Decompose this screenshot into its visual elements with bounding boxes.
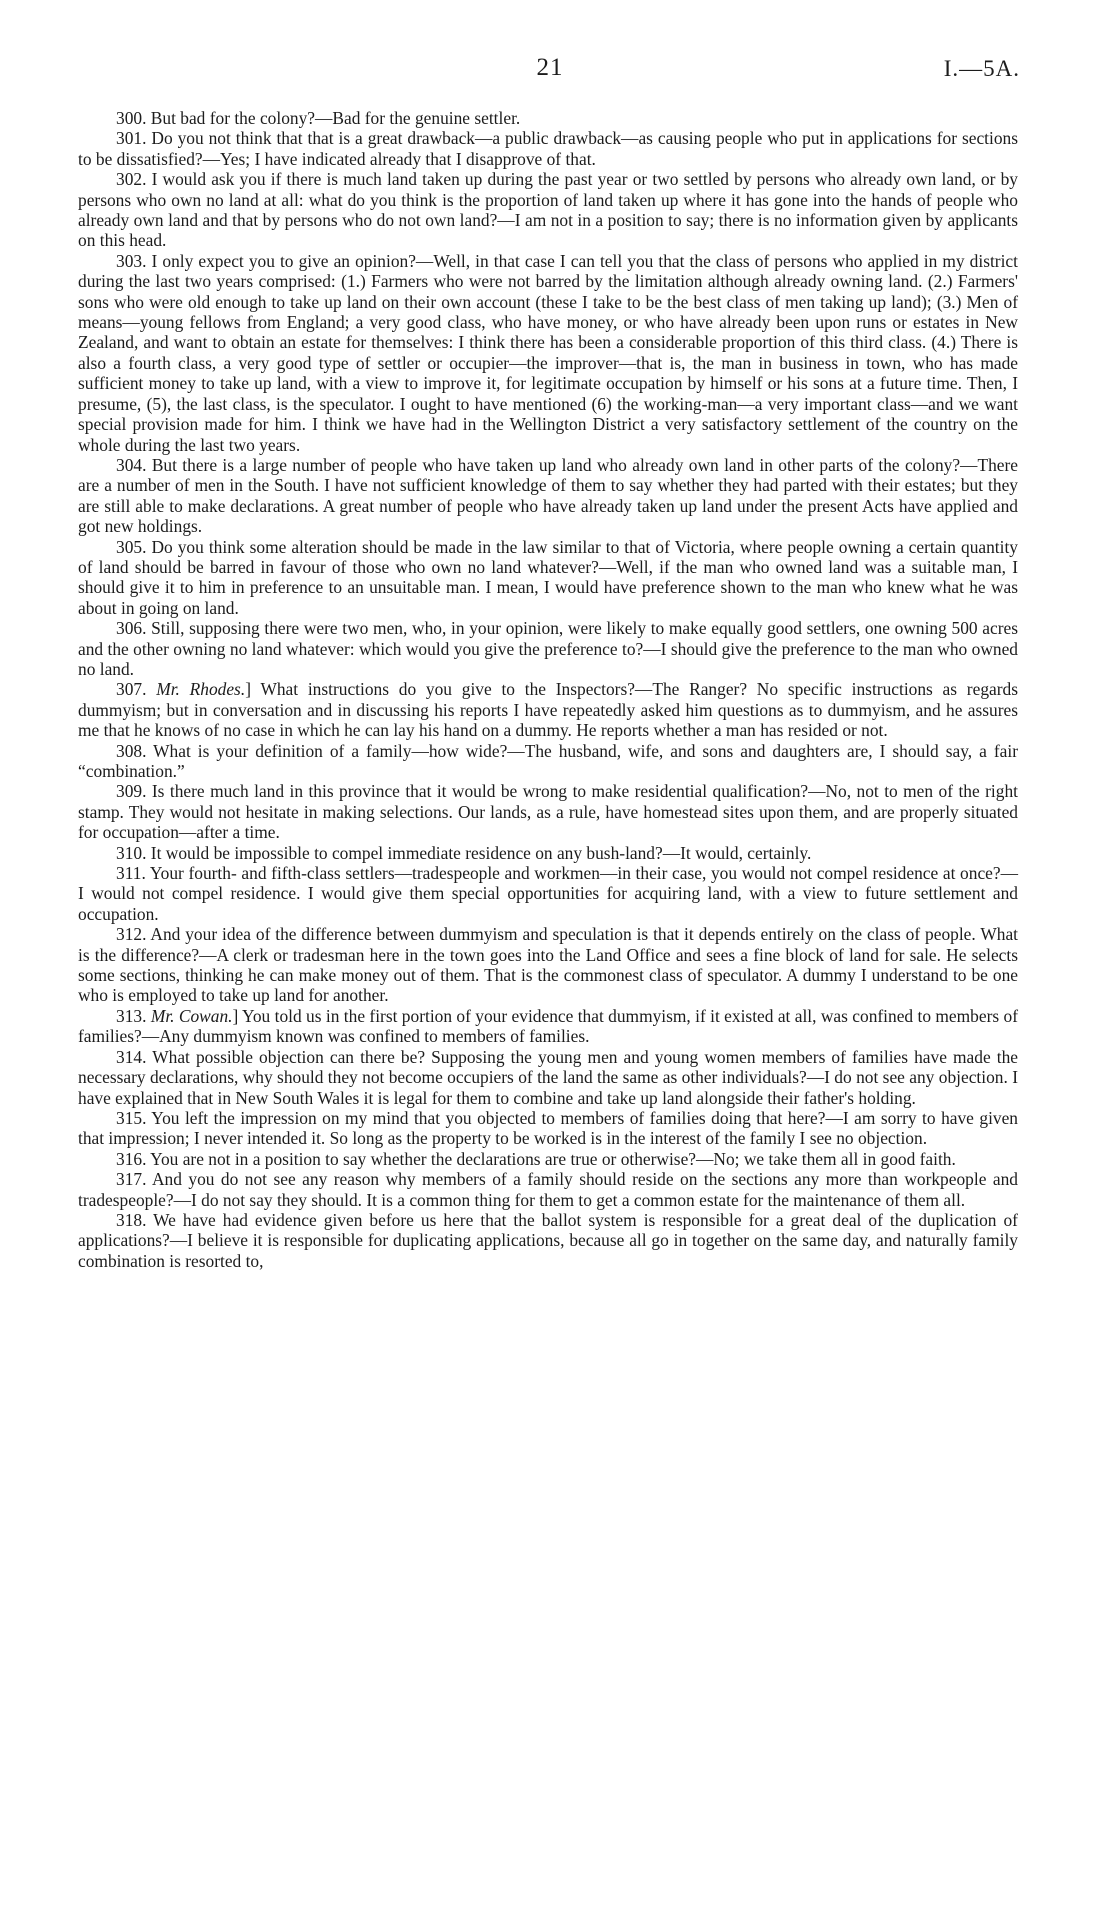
- evidence-transcript: [78, 108, 1018, 1271]
- question-text: You left the impression on my mind that you objected to members of families doing that here?—I am sorry to have given that impression; I never intended it. So long as the property to be worked is in the interest of the family I see no objection.: [78, 1107, 1019, 1149]
- question-text: You told us in the first portion of your evidence that dummyism, if it existed at all, was confined to members of families?—Any dummyism known was confined to members of families.: [78, 1005, 1019, 1047]
- question-paragraph: [78, 1149, 1018, 1169]
- question-paragraph: [78, 679, 1018, 740]
- question-paragraph: [78, 1169, 1018, 1210]
- question-text: We have had evidence given before us here that the ballot system is responsible for a great deal of the duplication of applications?—I believe it is responsible for duplicating applications, because all go in together on the same day, and naturally family combination is resorted to,: [78, 1209, 1018, 1271]
- question-number: 312.: [116, 924, 147, 945]
- question-number: 303.: [116, 250, 147, 271]
- question-paragraph: [78, 1047, 1018, 1108]
- question-text: Do you not think that that is a great drawback—a public drawback—as causing people who put in applications for sections to be dissatisfied?—Yes; I have indicated already that I disapprove of that.: [78, 128, 1018, 169]
- question-number: 310.: [116, 842, 147, 863]
- question-number: 311.: [116, 863, 146, 884]
- question-text: Is there much land in this province that it would be wrong to make residential qualification?—No, not to men of the right stamp. They would not hesitate in making selections. Our lands, as a rule, have homestead sites upon them, and are properly situated for occupation—after a time.: [78, 781, 1018, 843]
- question-paragraph: [78, 781, 1018, 842]
- question-text: What instructions do you give to the Inspectors?—The Ranger? No specific instructions as regards dummyism; but in conversation and in discussing his reports I have repeatedly asked him questions as to dummyism, and he assures me that he knows of no case in which he can lay his hand on a dummy. He reports whether a man has resided or not.: [78, 679, 1018, 741]
- question-number: 306.: [116, 618, 147, 639]
- question-number: 315.: [116, 1107, 147, 1128]
- question-number: 317.: [116, 1169, 147, 1190]
- question-number: 309.: [116, 781, 147, 802]
- question-number: 302.: [116, 169, 147, 190]
- speaker-bracket: ]: [232, 1005, 239, 1026]
- question-paragraph: [78, 1210, 1018, 1271]
- document-reference: I.—5A.: [943, 56, 1020, 81]
- question-paragraph: [78, 1006, 1018, 1047]
- question-number: 301.: [116, 128, 147, 149]
- question-text: What possible objection can there be? Supposing the young men and young women members of families have made the necessary declarations, why should they not become occupiers of the land the same as other individuals?—I do not see any objection. I have explained that in New South Wales it is legal for them to combine and take up land alongside their father's holding.: [78, 1046, 1018, 1108]
- question-paragraph: [78, 741, 1018, 782]
- question-text: Do you think some alteration should be made in the law similar to that of Victoria, where people owning a certain quantity of land should be barred in favour of those who own no land whatever?—Well, if the man who owned land was a suitable man, I should give it to him in preference to an unsuitable man. I mean, I would have preference shown to the man who knew what he was about in going on land.: [78, 536, 1018, 618]
- question-paragraph: [78, 618, 1018, 679]
- question-number: 318.: [116, 1209, 147, 1230]
- question-text: And your idea of the difference between dummyism and speculation is that it depends entirely on the class of people. What is the difference?—A clerk or tradesman here in the town goes into the Land Office and sees a fine block of land for sale. He selects some sections, thinking he can make money out of them. That is the commonest class of speculator. A dummy I understand to be one who is employed to take up land for another.: [78, 924, 1018, 1006]
- question-paragraph: [78, 537, 1018, 619]
- question-paragraph: [78, 863, 1018, 924]
- speaker-bracket: ]: [245, 679, 251, 700]
- page-number: 21: [536, 54, 564, 81]
- question-text: I only expect you to give an opinion?—Well, in that case I can tell you that the class of persons who applied in my district during the last two years comprised: (1.) Farmers who were not barred by the limitation although already owning land. (2.) Farmers' sons who were old enough to take up land on their own account (these I take to be the best class of men taking up land); (3.) Men of means—young fellows from England; a very good class, who have money, or who have already been upon runs or estates in New Zealand, and want to obtain an estate for themselves: I think there has been a considerable proportion of this third class. (4.) There is also a fourth class, a very good type of settler or occupier—the improver—that is, the man in business in town, who has made sufficient money to take up land, with a view to improve it, for legitimate occupation by himself or his sons at a future time. Then, I presume, (5), the last class, is the speculator. I ought to have mentioned (6) the working-man—a very important class—and we want special provision made for him. I think we have had in the Wellington District a very satisfactory settlement of the country on the whole during the last two years.: [78, 250, 1018, 455]
- question-paragraph: [78, 108, 1018, 128]
- question-text: But there is a large number of people who have taken up land who already own land in other parts of the colony?—There are a number of men in the South. I have not sufficient knowledge of them to say whether they had parted with their estates; but they are still able to make declarations. A great number of people who have already taken up land under the present Acts have applied and got new holdings.: [78, 454, 1018, 537]
- speaker-name: Mr. Rhodes.: [156, 679, 246, 700]
- question-number: 314.: [116, 1046, 147, 1067]
- question-text: And you do not see any reason why members of a family should reside on the sections any more than workpeople and tradespeople?—I do not say they should. It is a common thing for them to get a common estate for the maintenance of them all.: [78, 1169, 1018, 1210]
- question-text: What is your definition of a family—how wide?—The husband, wife, and sons and daughters are, I should say, a fair “combination.”: [78, 740, 1018, 781]
- question-paragraph: [78, 843, 1018, 863]
- question-number: 307.: [116, 679, 147, 700]
- question-text: Still, supposing there were two men, who, in your opinion, were likely to make equally good settlers, one owning 500 acres and the other owning no land whatever: which would you give the preference to?—I should give the preference to the man who owned no land.: [78, 618, 1018, 679]
- question-text: Your fourth- and fifth-class settlers—tradespeople and workmen—in their case, you would not compel residence at once?—I would not compel residence. I would give them special opportunities for acquiring land, with a view to future settlement and occupation.: [78, 863, 1018, 924]
- question-text: You are not in a position to say whether the declarations are true or otherwise?—No; we take them all in good faith.: [150, 1148, 956, 1169]
- question-text: I would ask you if there is much land taken up during the past year or two settled by persons who already own land, or by persons who own no land at all: what do you think is the proportion of land taken up where it has gone into the hands of people who already own land and that by persons who do not own land?—I am not in a position to say; there is no information given by applicants on this head.: [78, 169, 1018, 251]
- question-paragraph: [78, 1108, 1018, 1149]
- question-paragraph: [78, 924, 1018, 1006]
- question-number: 308.: [116, 740, 147, 761]
- question-number: 300.: [116, 108, 147, 128]
- speaker-name: Mr. Cowan.: [150, 1005, 233, 1026]
- question-number: 305.: [116, 536, 147, 557]
- question-paragraph: [78, 128, 1018, 169]
- question-paragraph: [78, 169, 1018, 251]
- question-paragraph: [78, 251, 1018, 455]
- question-number: 304.: [116, 454, 147, 475]
- question-text: But bad for the colony?—Bad for the genuine settler.: [150, 108, 521, 128]
- question-text: It would be impossible to compel immediate residence on any bush-land?—It would, certainly.: [150, 842, 812, 863]
- question-paragraph: [78, 455, 1018, 537]
- question-number: 313.: [116, 1005, 147, 1026]
- question-number: 316.: [116, 1148, 147, 1169]
